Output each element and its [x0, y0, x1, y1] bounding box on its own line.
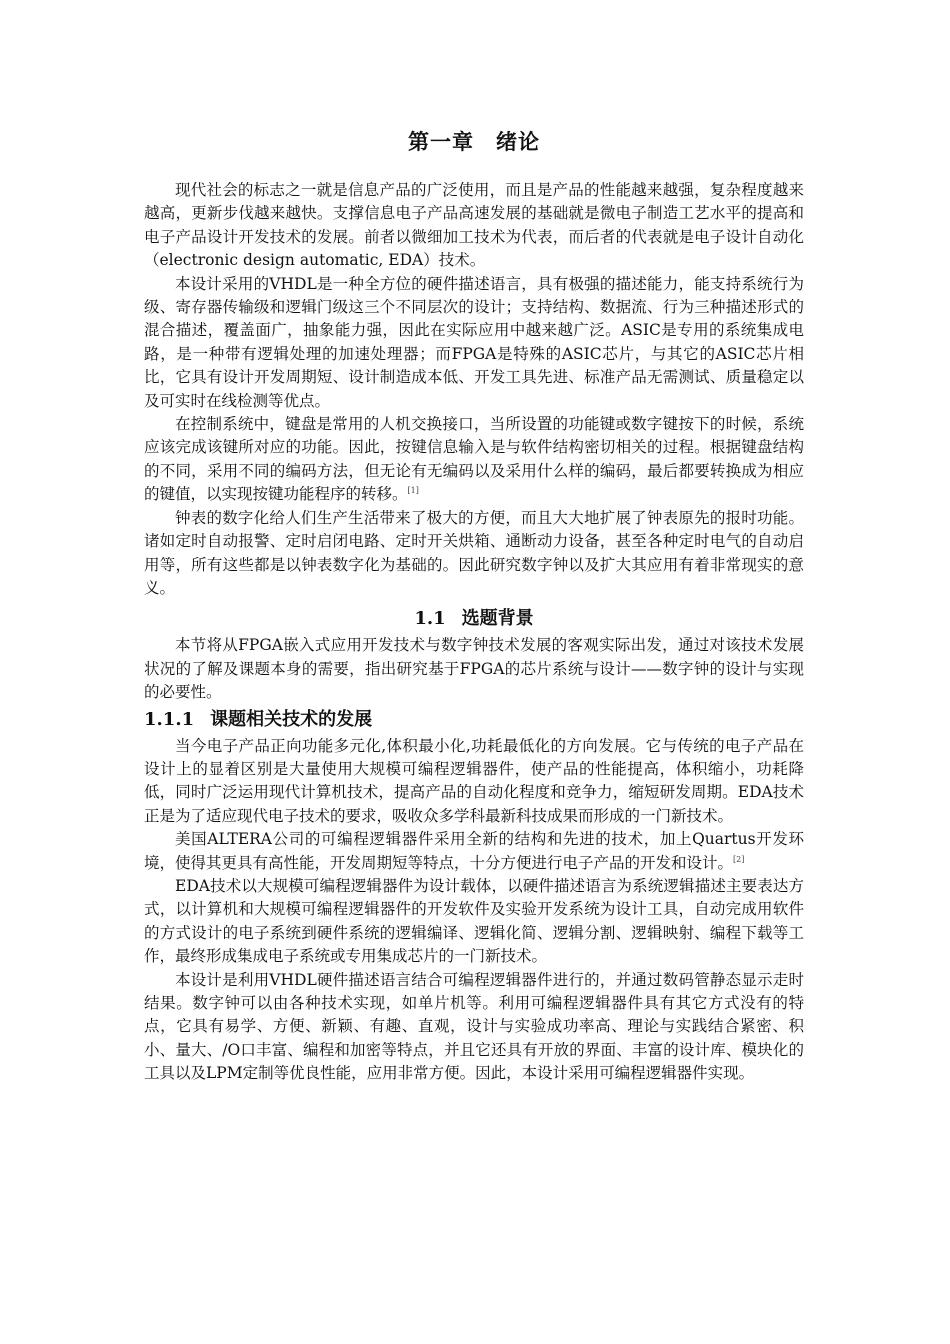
- subsection-paragraph-4: 本设计是利用VHDL硬件描述语言结合可编程逻辑器件进行的，并通过数码管静态显示走时结果。数字钟可以由各种技术实现，如单片机等。利用可编程逻辑器件具有其它方式没有的特点，它具有易学、方便、新颖、有趣、直观，设计与实验成功率高、理论与实践结合紧密、积小、量大、/O口丰富、编程和加密等特点，并且它还具有开放的界面、丰富的设计库、模块化的工具以及LPM定制等优良性能，应用非常方便。因此，本设计采用可编程逻辑器件实现。: [144, 970, 804, 1083]
- subsection-paragraph-3: EDA技术以大规模可编程逻辑器件为设计载体，以硬件描述语言为系统逻辑描述主要表达方式，以计算机和大规模可编程逻辑器件的开发软件及实验开发系统为设计工具，自动完成用软件的方式设计的电子系统到硬件系统的逻辑编译、逻辑化简、逻辑分割、逻辑映射、编程下载等工作，最终形成集成电子系统或专用集成芯片的一门新技术。: [144, 876, 804, 966]
- citation-ref-1: [1]: [407, 486, 419, 496]
- section-number: 1.1: [414, 608, 446, 630]
- intro-paragraph-3: 在控制系统中，键盘是常用的人机交换接口，当所设置的功能键或数字键按下的时候，系统应该完成该键所对应的功能。因此，按键信息输入是与软件结构密切相关的过程。根据键盘结构的不同，采用不同的编码方法，但无论有无编码以及采用什么样的编码，最后都要转换成为相应的键值，以实现按键功能程序的转移。[1]: [144, 415, 804, 504]
- section-1-1-paragraph-1: 本节将从FPGA嵌入式应用开发技术与数字钟技术发展的客观实际出发，通过对该技术发展状况的了解及课题本身的需要，指出研究基于FPGA的芯片系统与设计——数字钟的设计与实现的必要性。: [144, 636, 804, 702]
- section-title: 选题背景: [461, 608, 534, 630]
- chapter-number: 第一章: [408, 129, 474, 154]
- intro-paragraph-1: 现代社会的标志之一就是信息产品的广泛使用，而且是产品的性能越来越强，复杂程度越来越高，更新步伐越来越快。支撑信息电子产品高速发展的基础就是微电子制造工艺水平的提高和电子产品设计开发技术的发展。前者以微细加工技术为代表，而后者的代表就是电子设计自动化（electronic design automatic, EDA）技术。: [144, 181, 804, 270]
- intro-paragraph-2: 本设计采用的VHDL是一种全方位的硬件描述语言，具有极强的描述能力，能支持系统行为级、寄存器传输级和逻辑门级这三个不同层次的设计；支持结构、数据流、行为三种描述形式的混合描述，覆盖面广，抽象能力强，因此在实际应用中越来越广泛。ASIC是专用的系统集成电路，是一种带有逻辑处理的加速处理器；而FPGA是特殊的ASIC芯片，与其它的ASIC芯片相比，它具有设计开发周期短、设计制造成本低、开发工具先进、标准产品无需测试、质量稳定以及可实时在线检测等优点。: [144, 274, 804, 410]
- body-text: [144, 179, 804, 1086]
- chapter-title-text: 绪论: [496, 129, 540, 154]
- subsection-paragraph-1: 当今电子产品正向功能多元化,体积最小化,功耗最低化的方向发展。它与传统的电子产品在设计上的显着区别是大量使用大规模可编程逻辑器件，使产品的性能提高，体积缩小，功耗降低，同时广泛运用现代计算机技术，提高产品的自动化程度和竞争力，缩短研发周期。EDA技术正是为了适应现代电子技术的要求，吸收众多学科最新科技成果而形成的一门新技术。: [144, 736, 804, 825]
- chapter-title: [144, 128, 804, 156]
- section-heading-1-1: [144, 606, 804, 632]
- subsection-heading-1-1-1: [144, 707, 804, 733]
- intro-paragraph-4: 钟表的数字化给人们生产生活带来了极大的方便，而且大大地扩展了钟表原先的报时功能。诸如定时自动报警、定时启闭电路、定时开关烘箱、通断动力设备，甚至各种定时电气的自动启用等，所有这些都是以钟表数字化为基础的。因此研究数字钟以及扩大其应用有着非常现实的意义。: [144, 508, 804, 597]
- subsection-title: 课题相关技术的发展: [210, 708, 373, 730]
- subsection-paragraph-2: 美国ALTERA公司的可编程逻辑器件采用全新的结构和先进的技术，加上Quartus开发环境，使得其更具有高性能，开发周期短等特点，十分方便进行电子产品的开发和设计。[2]: [144, 830, 804, 872]
- citation-ref-2: [2]: [733, 854, 745, 864]
- subsection-number: 1.1.1: [144, 708, 195, 730]
